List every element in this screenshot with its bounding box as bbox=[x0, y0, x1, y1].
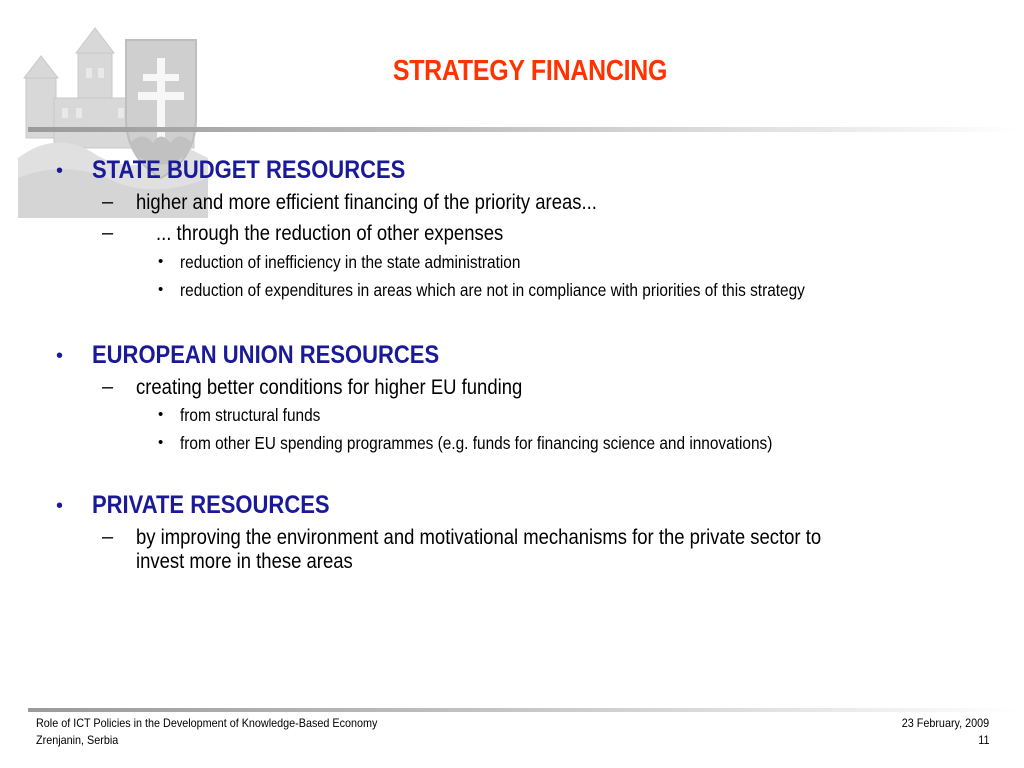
level3-bullet: • bbox=[158, 434, 164, 451]
level3-bullet: • bbox=[158, 281, 164, 298]
level2-dash: – bbox=[102, 222, 114, 244]
level3-bullet: • bbox=[158, 406, 164, 423]
section-heading-eu: EUROPEAN UNION RESOURCES bbox=[92, 341, 440, 369]
footer-date: 23 February, 2009 bbox=[901, 716, 989, 730]
list-item: ... through the reduction of other expenses bbox=[156, 222, 504, 245]
list-item: by improving the environment and motivational mechanisms for the private sector to bbox=[136, 526, 822, 549]
list-item: higher and more efficient financing of the priority areas... bbox=[136, 191, 597, 214]
list-subitem: reduction of expenditures in areas which are not in compliance with priorities of this strategy bbox=[180, 280, 805, 300]
list-subitem: from other EU spending programmes (e.g. funds for financing science and innovations) bbox=[180, 433, 773, 453]
level2-dash: – bbox=[102, 376, 114, 398]
level1-bullet: • bbox=[56, 160, 64, 182]
footer-location: Zrenjanin, Serbia bbox=[36, 733, 119, 747]
footer-divider bbox=[28, 708, 1018, 712]
list-item: creating better conditions for higher EU funding bbox=[136, 376, 523, 399]
level1-bullet: • bbox=[56, 345, 64, 367]
list-subitem: from structural funds bbox=[180, 405, 321, 425]
section-heading-private: PRIVATE RESOURCES bbox=[92, 491, 330, 519]
level1-bullet: • bbox=[56, 495, 64, 517]
slide-title: STRATEGY FINANCING bbox=[392, 55, 668, 87]
footer-page-number: 11 bbox=[977, 733, 989, 747]
level3-bullet: • bbox=[158, 253, 164, 270]
list-item-continuation: invest more in these areas bbox=[136, 550, 353, 573]
level2-dash: – bbox=[102, 191, 114, 213]
section-heading-state-budget: STATE BUDGET RESOURCES bbox=[92, 156, 406, 184]
list-subitem: reduction of inefficiency in the state administration bbox=[180, 252, 521, 272]
footer-presentation-title: Role of ICT Policies in the Development of Knowledge-Based Economy bbox=[36, 716, 378, 730]
level2-dash: – bbox=[102, 526, 114, 548]
